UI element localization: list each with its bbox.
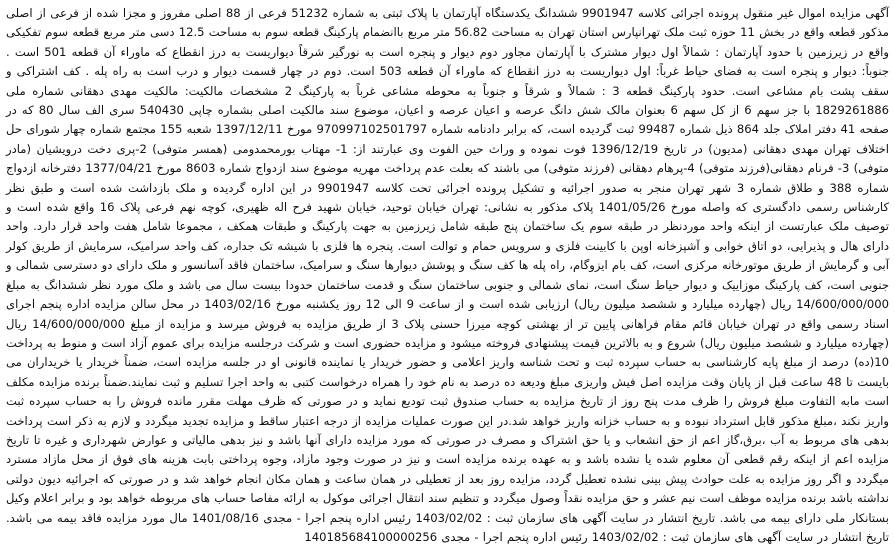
auction-notice-text: آگهی مزایده اموال غیر منقول پرونده اجرائی کلاسه 9901947 ششدانگ یکدستگاه آپارتمان با پلاک ثبتی به شماره 51232 فرعی از 88 اصلی مفروز و مجزا شده از فرعی از اصلی مذکور قطعه واقع در بخش 11 حوزه ثبت ملک تهرانپارس استان تهران به مساحت 56.82 متر مربع باانضمام پارکینگ قطعه سوم به مساحت 12.5 دسی متر مربع قطعه سوم تفکیکی واقع در زیرزمین با حدود آپارتمان : شمالاً اول دیوار مشترک با آپارتمان مجاور دوم دیوار و پنجره است به نورگیر شرقاً دیواریست به درز انقطاع که ماوراء آن قطعه 501 است . جنوباً: دیوار و پنجره است به فضای حیاط غرباً: اول دیواریست به درز انقطاع که ماوراء آن قطعه 503 است. دوم در چهار قسمت دیوار و درب است به راه پله . کف اشتراکی و سقف پشت بام مشاعی است. حدود پارکینگ قطعه 3 : شمالاً و شرقاً و جنوباً به محوطه مشاعی غرباً به پارکینگ 2 مشخصات مالکیت: مالکیت مهدی دهقانی شماره ملی 1829261886 با جز سهم 6 از کل سهم 6 بعنوان مالک شش دانگ عرصه و اعیان عرصه و اعیان، موضوع سند مالکیت اصلی بشماره چاپی 540430 سری الف سال 80 که در صفحه 41 دفتر املاک جلد 864 ذیل شماره 99487 ثبت گردیده است، که برابر دادنامه شماره 970997102501797 مورخ 1397/12/11 شعبه 155 مجتمع شماره چهار شورای حل اختلاف تهران مهدی دهقانی (مدیون) در تاریخ 1396/12/19 فوت نموده و وراث حین الفوت وی عبارتند از: 1- مهتاب بورمحمدومی (همسر متوفی) 2-پری دخت درویشیان (مادر متوفی) 3- فرنام دهقانی(فرزند متوفی) 4-پرهام دهقانی (فرزند متوفی) می باشند که بعلت عدم پرداخت مهریه موضوع سند ازدواج شماره 8603 مورخ 1377/04/21 دفترخانه ازدواج شماره 388 و طلاق شماره 3 شهر تهران منجر به صدور اجرائیه و تشکیل پرونده اجرائی تحت کلاسه 9901947 در این اداره گردیده و ملک بازداشت شده است و طبق نظر کارشناس رسمی دادگستری که واصله مورخ 1401/05/26 پلاک مذکور به نشانی: تهران خیابان توحید، خیابان شهید فرح اله ظهیری، کوچه نهم فرعی پلاک 16 واقع شده است و توصیف ملک عبارتست از اینکه واحد موردنظر در طبقه سوم یک ساختمان پنج طبقه شامل زیرزمین به جهت پارکینگ و طبقات همکف ، مجموعا شامل هفت واحد قرار دارد. واحد دارای هال و پذیرایی، دو اتاق خوابی و آشپزخانه اوپن با کابینت فلزی و سرویس حمام و توالت است. پنجره ها فلزی با شیشه تک جداره، کف واحد سرامیک، سرمایش از طریق کولر آبی و گرمایش از طریق موتورخانه مرکزی است، کف بام ایزوگام، راه پله ها کف سنگ و پوشش دیوارها سنگ و سرامیک، ساختمان فاقد آسانسور و ملک دارای دو دسترسی شمالی و جنوبی است، کف پارکینگ موزاییک و دیوار حیاط سنگ است، نمای شمالی و جنوبی ساختمان سنگ و قدمت ساختمان حدودا بیست سال می باشد و ملک مورد نظر ششدانگ به مبلغ 14/600/000/000 ریال (چهارده میلیارد و ششصد میلیون ریال) ارزیابی شده است و از ساعت 9 الی 12 روز یکشنبه مورخ 1403/02/16 در محل سالن مزایده اداره پنجم اجرای اسناد رسمی واقع در تهران خیابان قائم مقام فراهانی پایین تر از بهشتی کوچه میرزا حسنی پلاک 3 از طریق مزایده به فروش میرسد و مزایده از مبلغ 14/600/000/000 ریال (چهارده میلیارد و ششصد میلیون ریال) شروع و به بالاترین قیمت پیشنهادی فروخته میشود و مزایده حضوری است و شرکت درجلسه مزایده برای عموم آزاد است و منوط به پرداخت 10(ده) درصد از مبلغ پایه کارشناسی به حساب سپرده ثبت و تحت شناسه واریز اعلامی و حضور خریدار یا نماینده قانونی او در جلسه مزایده است، ضمناً خریدار یا خریداران می بایست تا 48 ساعت قبل از پایان وقت مزایده اصل فیش واریزی مبلغ ودیعه ده درصد به نام خود را همراه درخواست کتبی به واحد اجرا تسلیم و ثبت نمایند.ضمناً برنده مزایده مکلف است مابه التفاوت مبلغ فروش را ظرف مدت پنج روز از تاریخ مزایده به حساب صندوق ثبت تودیع نماید و در صورتی که ظرف مهلت مقرر مانده فروش را به حساب سپرده ثبت واریز نکند ،مبلغ مذکور قابل استرداد نبوده و به حساب خزانه واریز خواهد شد.در این صورت عملیات مزایده از درجه اعتبار ساقط و مزایده تجدید میگردد و لازم به ذکر است پرداخت بدهی های مربوط به آب ،برق،گاز اعم از حق انشعاب و یا حق اشتراک و مصرف در صورتی که مورد مزایده دارای آنها باشد و نیز بدهی مالیاتی و عوارض شهرداری و غیره تا تاریخ مزایده اعم از اینکه رقم قطعی آن معلوم شده یا نشده باشد و به عهده برنده مزایده است و نیز در صورت وجود مازاد، وجوه پرداختی بابت هزینه های فوق از محل مازاد مسترد میگردد و اگر روز مزایده به علت حوادث پیش بینی نشده تعطیل گردد، مزایده روز بعد از تعطیلی در همان ساعت و همان مکان انجام خواهد شد و در صورتی که اجرائیه دیون دولتی نداشته باشد برنده مزایده موظف است نیم عشر و حق مزایده نقداً وصول میگردد و تنظیم سند انتقال اجرائی موکول به ارائه مفاصا حساب های مربوطه خواهد بود و برابر اعلام وکیل بستانکار ملی دارای بیمه می باشد. تاریخ انتشار در سایت آگهی های سازمان ثبت : 1403/02/02 رئیس اداره پنجم اجرا - مجدی 1401/08/16 مال مورد مزایده فاقد بیمه می باشد. تاریخ انتشار در سایت آگهی های سازمان ثبت : 1403/02/02 رئیس اداره پنجم اجرا - مجدی 140185684100000256 — [6, 6, 890, 544]
notice-page — [6, 4, 890, 544]
